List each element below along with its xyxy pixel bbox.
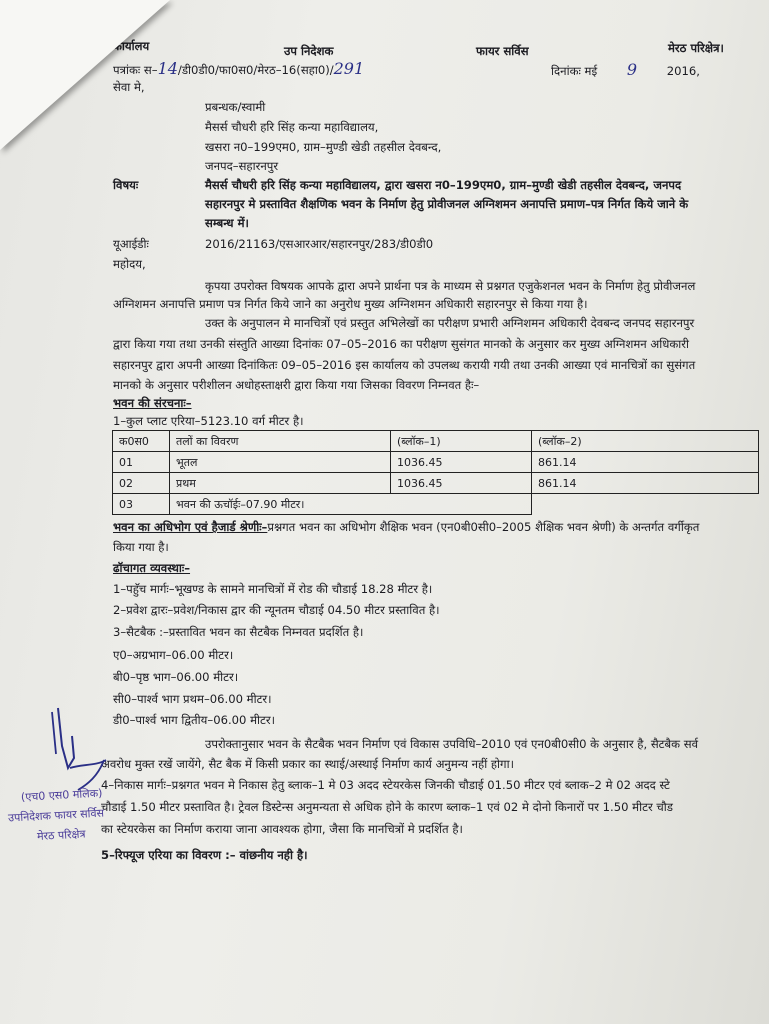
uid-value: 2016/21163/एसआरआर/सहारनपुर/283/डी0डी0: [205, 237, 434, 251]
infra-item: डी0–पार्श्व भाग द्वितीय–06.00 मीटर।: [113, 713, 275, 727]
subject-line: सम्बन्ध में।: [205, 216, 249, 230]
addressee-line: जनपद–सहारनपुर: [205, 159, 279, 173]
service-to: सेवा मे,: [113, 80, 145, 94]
para1-line: अग्निशमन अनापत्ति प्रमाण पत्र निर्गत किये जाने का अनुरोध मुख्य अग्निशमन अधिकारी सहारनपुर से किया गया है।: [113, 297, 588, 311]
table-cell: प्रथम: [170, 473, 391, 494]
letter-number: पत्रांकः स–14/डी0डी0/फा0स0/मेरठ–16(सहा0)/291: [113, 59, 365, 78]
infra-item: बी0–पृष्ठ भाग–06.00 मीटर।: [113, 670, 239, 684]
table-header: (ब्लॉक–1): [391, 431, 532, 452]
floor-table: [112, 430, 759, 515]
para1-line: कृपया उपरोक्त विषयक आपके द्वारा अपने प्रार्थना पत्र के माध्यम से प्रश्नगत एजुकेशनल भवन के निर्माण हेतु प्रोवीजनल: [205, 279, 696, 293]
addressee-line: मैसर्स चौधरी हरि सिंह कन्या महाविद्यालय,: [205, 120, 379, 134]
folded-page-corner: [0, 0, 170, 150]
building-structure-heading: भवन की संरचनाः–: [113, 396, 192, 410]
setback-para-line: अवरोध मुक्त रखें जायेंगे, सैट बैक में किसी प्रकार का स्थाई/अस्थाई निर्माण कार्य अनुमन्य नहीं होगा।: [101, 757, 514, 771]
fire-service: फायर सर्विस: [476, 44, 529, 58]
table-cell: 1036.45: [391, 452, 532, 473]
para2-line: उक्त के अनुपालन मे मानचित्रों एवं प्रस्तुत अभिलेखों का परीक्षण प्रभारी अग्निशमन अधिकारी देवबन्द जनपद सहारनपुर: [205, 316, 695, 330]
table-header: क0स0: [113, 431, 170, 452]
table-row: [113, 494, 759, 515]
table-cell: 01: [113, 452, 170, 473]
para2-line: सहारनपुर द्वारा अपनी आख्या दिनांकितः 09–05–2016 इस कार्यालय को उपलब्ध करायी गयी तथा उनकी आख्या एवं मानचित्रों का सुसंगत: [113, 358, 696, 372]
infra-item: 1–पहुॅच मार्गः–भूखण्ड के सामने मानचित्रों में रोड की चौडाई 18.28 मीटर है।: [113, 582, 433, 596]
exit-para-line: 4–निकास मार्गः–प्रश्नगत भवन मे निकास हेतु ब्लाक–1 मे 03 अदद स्टेयरकेस जिनकी चौडाई 01.50 मीटर एवं ब्लाक–2 मे 02 अदद स्टे: [101, 778, 670, 792]
occupancy-heading: भवन का अधिभोग एवं हैजार्ड श्रेणीः–: [113, 520, 268, 534]
subject-label: विषयः: [113, 178, 139, 192]
date-day-handwritten: 9: [626, 60, 638, 79]
subject-line: मैसर्स चौधरी हरि सिंह कन्या महाविद्यालय, द्वारा खसरा न0–199एम0, ग्राम–मुण्डी खेडी तहसील देवबन्द, जनपद: [205, 178, 682, 192]
subject-line: सहारनपुर मे प्रस्तावित शैक्षणिक भवन के निर्माण हेतु प्रोवीजनल अग्निशमन अनापत्ति प्रमाण–पत्र निर्गत किये जाने के: [205, 197, 689, 211]
table-row: [113, 452, 759, 473]
table-cell: भवन की ऊचॉईः–07.90 मीटर।: [170, 494, 532, 515]
deputy-director: उप निदेशक: [284, 44, 334, 58]
stamp-designation: उपनिदेशक फायर सर्विस: [7, 806, 105, 825]
infra-item: 3–सैटबैक :–प्रस्तावित भवन का सैटबैक निम्नवत प्रदर्शित है।: [113, 625, 364, 639]
stamp-region: मेरठ परिक्षेत्र: [36, 827, 86, 844]
letter-number-handwritten-2: 291: [333, 59, 365, 78]
letter-date: दिनांकः मई 9 2016,: [551, 60, 700, 79]
region: मेरठ परिक्षेत्र।: [668, 41, 724, 55]
infra-item: 2–प्रवेश द्वारः–प्रवेश/निकास द्वार की न्यूनतम चौडाई 04.50 मीटर प्रस्तावित है।: [113, 603, 440, 617]
exit-para-line: का स्टेयरकेस का निर्माण कराया जाना आवश्यक होगा, जैसा कि मानचित्रों मे प्रदर्शित है।: [101, 822, 463, 836]
signature-mark: [48, 706, 128, 796]
officer-stamp: [6, 784, 105, 849]
occupancy-line: भवन का अधिभोग एवं हैजार्ड श्रेणीः–प्रश्नगत भवन का अधिभोग शैक्षिक भवन (एन0बी0सी0–2005 शैक्षिक भवन श्रेणी) के अन्तर्गत वर्गीकृत: [113, 520, 700, 534]
addressee-line: प्रबन्धक/स्वामी: [205, 100, 266, 114]
table-header: (ब्लॉक–2): [532, 431, 759, 452]
table-cell: 861.14: [532, 473, 759, 494]
table-cell: 861.14: [532, 452, 759, 473]
stamp-name: (एच0 एस0 मलिक): [20, 786, 103, 804]
table-header: तलों का विवरण: [170, 431, 391, 452]
addressee-line: खसरा न0–199एम0, ग्राम–मुण्डी खेडी तहसील देवबन्द,: [205, 140, 442, 154]
setback-para-line: उपरोक्तानुसार भवन के सैटबैक भवन निर्माण एवं विकास उपविधि–2010 एवं एन0बी0सी0 के अनुसार है, सैटबैक सर्व: [205, 737, 699, 751]
infra-item: ए0–अग्रभाग–06.00 मीटर।: [113, 648, 234, 662]
exit-para-line: चौडाई 1.50 मीटर प्रस्तावित है। ट्रेवल डिस्टेन्स अनुमन्यता से अधिक होने के कारण ब्लाक–1 एवं 02 मे दोनो किनारों पर 1.50 मीटर चौड: [101, 800, 673, 814]
salutation: महोदय,: [113, 257, 146, 271]
table-cell-empty: [532, 494, 759, 515]
para2-line: मानको के अनुसार परीशीलन अधोहस्ताक्षरी द्वारा किया गया जिसका विवरण निम्नवत हैः–: [113, 378, 480, 392]
table-cell: 03: [113, 494, 170, 515]
table-row: [113, 473, 759, 494]
plot-area: 1–कुल प्लाट एरिया–5123.10 वर्ग मीटर है।: [113, 414, 304, 428]
table-cell: 1036.45: [391, 473, 532, 494]
table-cell: भूतल: [170, 452, 391, 473]
table-header-row: [113, 431, 759, 452]
uid-label: यूआईडीः: [113, 237, 149, 251]
occupancy-line-2: किया गया है।: [113, 540, 169, 554]
infra-item: सी0–पार्श्व भाग प्रथम–06.00 मीटर।: [113, 692, 272, 706]
infrastructure-heading: ढॉचागत व्यवस्थाः–: [113, 561, 191, 575]
table-cell: 02: [113, 473, 170, 494]
refuge-area: 5–रिफ्यूज एरिया का विवरण :– वांछनीय नही है।: [101, 848, 308, 862]
office-label: कार्यालय: [113, 39, 150, 53]
para2-line: द्वारा किया गया तथा उनकी संस्तुति आख्या दिनांकः 07–05–2016 का परीक्षण सुसंगत मानको के अनुसार कर मुख्य अग्निशमन अधिकारी: [113, 337, 690, 351]
letter-number-handwritten: 14: [157, 59, 178, 78]
